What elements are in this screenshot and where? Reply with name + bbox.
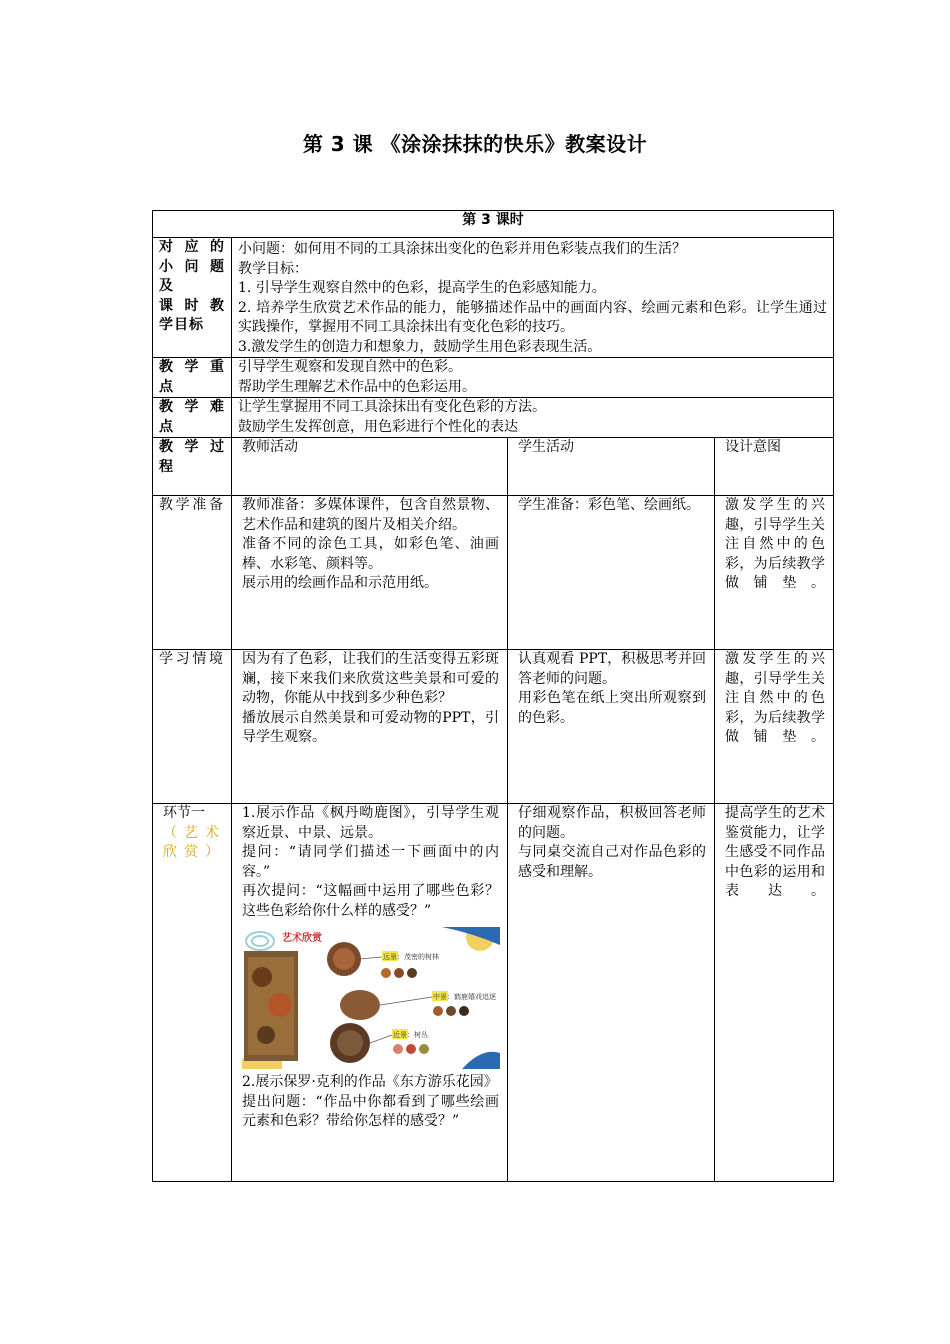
tag-mid: 中景：鹤鹿嬉戏追逐 bbox=[433, 993, 496, 1001]
teacher-activity: 因为有了色彩，让我们的生活变得五彩斑斓，接下来我们来欣赏这些美景和可爱的动物，你能从中找到多少种色彩？ 播放展示自然美景和可爱动物的PPT，引导学生观察。 bbox=[232, 650, 508, 804]
swatch bbox=[394, 968, 404, 978]
design-intent: 激发学生的兴趣，引导学生关注自然中的色彩，为后续教学做铺垫。 bbox=[715, 650, 834, 804]
design-intent: 激发学生的兴趣，引导学生关注自然中的色彩，为后续教学做铺垫。 bbox=[715, 496, 834, 650]
tag-near: 远景：茂密的树林 bbox=[383, 953, 439, 961]
small-question: 小问题：如何用不同的工具涂抹出变化的色彩并用色彩装点我们的生活？ bbox=[238, 241, 686, 257]
objectives-content bbox=[232, 238, 834, 358]
table-row bbox=[153, 496, 834, 650]
swatch bbox=[419, 1044, 429, 1054]
stage-label: 学习情境 bbox=[153, 650, 232, 804]
objectives-label: 对应的 小问题 及 课时教 学目标 bbox=[153, 238, 232, 358]
mid-detail bbox=[340, 990, 380, 1020]
objective-3: 3.激发学生的创造力和想象力，鼓励学生用色彩表现生活。 bbox=[238, 338, 602, 355]
student-activity: 学生准备：彩色笔、绘画纸。 bbox=[508, 496, 715, 650]
artwork-slide bbox=[242, 927, 500, 1069]
page-title: 第 3 课 《涂涂抹抹的快乐》教案设计 bbox=[302, 132, 648, 156]
swatch bbox=[393, 1044, 403, 1054]
key-points-content: 引导学生观察和发现自然中的色彩。 帮助学生理解艺术作品中的色彩运用。 bbox=[232, 358, 834, 398]
artwork-heading: 艺术欣赏 bbox=[282, 933, 322, 944]
swatch bbox=[459, 1006, 469, 1016]
student-activity: 认真观看 PPT，积极思考并回答老师的问题。 用彩色笔在纸上突出所观察到的色彩。 bbox=[508, 650, 715, 804]
swatch bbox=[407, 968, 417, 978]
teacher-activity: 教师准备：多媒体课件，包含自然景物、艺术作品和建筑的图片及相关介绍。 准备不同的涂色工具，如彩色笔、油画棒、水彩笔、颜料等。 展示用的绘画作品和示范用纸。 bbox=[232, 496, 508, 650]
artwork-slide-graphic bbox=[242, 927, 500, 1069]
swatch bbox=[446, 1006, 456, 1016]
table-row bbox=[153, 650, 834, 804]
design-intent-header: 设计意图 bbox=[715, 438, 834, 496]
objective-1: 1. 引导学生观察自然中的色彩，提高学生的色彩感知能力。 bbox=[238, 280, 606, 296]
stage-label: 教学准备 bbox=[153, 496, 232, 650]
swatch bbox=[433, 1006, 443, 1016]
objective-2: 2. 培养学生欣赏艺术作品的能力，能够描述作品中的画面内容、绘画元素和色彩。让学生通过实践操作，掌握用不同工具涂抹出有变化色彩的技巧。 bbox=[238, 299, 827, 335]
student-activity: 仔细观察作品，积极回答老师的问题。 与同桌交流自己对作品色彩的感受和理解。 bbox=[508, 804, 715, 1182]
student-activity-header: 学生活动 bbox=[508, 438, 715, 496]
stage-sub-label: （艺术欣赏） bbox=[163, 824, 221, 860]
tag-far: 近景：树丛 bbox=[393, 1031, 428, 1039]
swatch bbox=[406, 1044, 416, 1054]
key-points-label: 教学重 点 bbox=[153, 358, 232, 398]
objectives-heading: 教学目标： bbox=[238, 260, 308, 277]
lesson-plan-table bbox=[152, 210, 834, 1182]
swirl-decoration bbox=[246, 932, 274, 950]
process-label: 教学过 程 bbox=[153, 438, 232, 496]
teacher-activity: 1.展示作品《枫丹呦鹿图》，引导学生观察近景、中景、远景。 提问：“请同学们描述一下画面中的内容。” 再次提问：“这幅画中运用了哪些色彩？这些色彩给你什么样的感受？” 艺术欣赏 远景：茂密的树林 中景：鹤鹿嬉戏追逐 近景：树丛 2.展示保罗·克利的作品《东方游乐花园》 提出问题：“作品中你都看到了哪些绘画元素和色彩？带给你怎样的感受？” bbox=[232, 804, 508, 1182]
table-row bbox=[153, 804, 834, 1182]
teacher-activity-header: 教师活动 bbox=[232, 438, 508, 496]
difficulties-label: 教学难 点 bbox=[153, 398, 232, 438]
difficulties-content: 让学生掌握用不同工具涂抹出有变化色彩的方法。 鼓励学生发挥创意，用色彩进行个性化的表达 bbox=[232, 398, 834, 438]
swatch bbox=[381, 968, 391, 978]
design-intent: 提高学生的艺术鉴赏能力，让学生感受不同作品中色彩的运用和表达。 bbox=[715, 804, 834, 1182]
period-header: 第 3 课时 bbox=[153, 211, 834, 238]
decor-corner-bottom bbox=[462, 1052, 500, 1069]
stage-label: 环节一 （艺术欣赏） bbox=[153, 804, 232, 1182]
